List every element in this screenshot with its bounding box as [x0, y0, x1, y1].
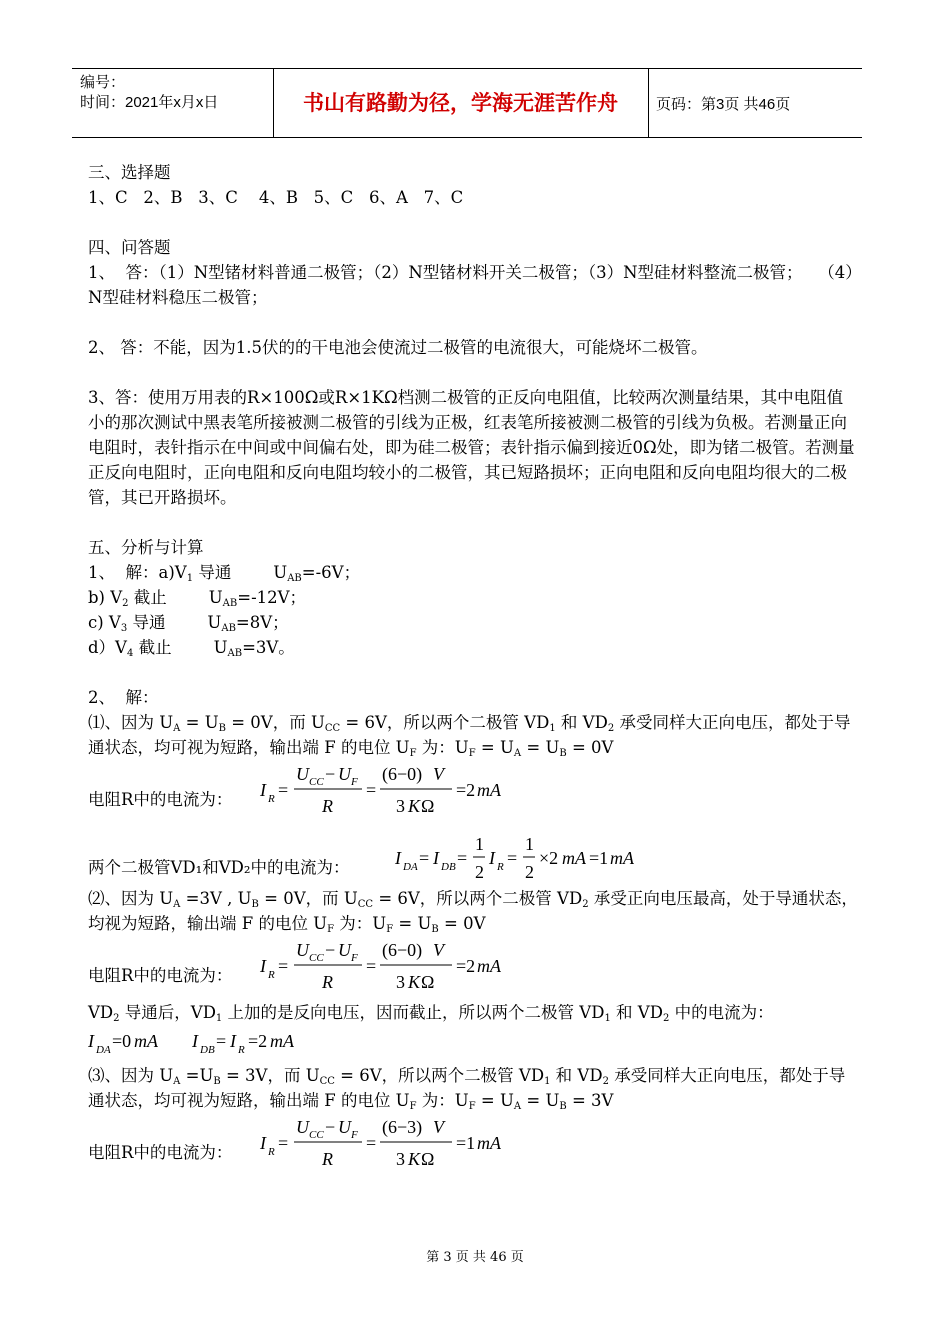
svg-text:mA: mA [477, 780, 501, 800]
svg-text:U: U [338, 764, 351, 784]
svg-text:=2: =2 [456, 956, 476, 976]
svg-text:I: I [230, 1031, 236, 1051]
calc-paragraph: ⑴、因为 $U_A = U_B = 0V$，而 $U_{CC} = 6V$，所以两个二极管 $VD_1$ 和 $VD_2$ 承受同样大正向电压，都处于导通状态，均可视为短路，输出端 F 的电位 $U_F$ 为：$U_F = U_A = U_B = 0V$ [88, 713, 851, 759]
svg-text:U: U [338, 1117, 351, 1137]
header-time: 时间：2021年x月x日 [80, 94, 219, 111]
svg-text:mA: mA [270, 1031, 294, 1051]
section-title: 三、选择题 [88, 163, 171, 182]
svg-text:=: = [366, 1133, 377, 1153]
svg-text:R: R [322, 796, 333, 816]
answer-paragraph: 3、答：使用万用表的R×100Ω或R×1KΩ档测二极管的正反向电阻值，比较两次测量结果，其中电阻值小的那次测试中黑表笔所接被测二极管的引线为正极，红表笔所接被测二极管的引线为负极。若测量正向电阻时，表针指示在中间或中间偏右处，即为硅二极管；表针指示偏到接近0Ω处，即为锗二极管。若测量正反向电阻时，正向电阻和反向电阻均较小的二极管，其已短路损坏；正向电阻和反向电阻均很大的二极管，其已开路损坏。 [88, 388, 855, 507]
svg-text:−: − [325, 764, 336, 784]
svg-text:F: F [351, 776, 358, 788]
svg-text:U: U [296, 1117, 309, 1137]
formula-row [88, 760, 858, 818]
svg-text:3: 3 [396, 972, 405, 992]
svg-text:V: V [433, 1117, 444, 1137]
svg-text:CC: CC [309, 1129, 324, 1141]
svg-text:−: − [325, 1117, 336, 1137]
svg-text:U: U [296, 940, 309, 960]
svg-text:=2: =2 [248, 1031, 268, 1051]
svg-text:I: I [260, 1133, 266, 1153]
svg-text:F: F [351, 1129, 358, 1141]
calc-line: c) $V_3$ 导通 $U_{AB}=8V$； [88, 613, 289, 634]
svg-text:1: 1 [475, 834, 484, 854]
svg-text:K: K [408, 796, 421, 816]
formula-label: 两个二极管VD₁和VD₂中的电流为： [88, 858, 350, 877]
header-number: 编号： [80, 74, 126, 91]
svg-text:1: 1 [525, 834, 534, 854]
header-meta [80, 73, 218, 113]
svg-text:(6−0): (6−0) [382, 940, 423, 960]
svg-text:CC: CC [309, 952, 324, 964]
svg-text:R: R [268, 793, 275, 805]
answer-paragraph: 1、 答：（1）N型锗材料普通二极管；（2）N型锗材料开关二极管；（3）N型硅材料整流二极管； （4）N型硅材料稳压二极管； [88, 263, 854, 307]
svg-text:Ω: Ω [421, 796, 435, 816]
svg-text:V: V [433, 940, 444, 960]
svg-text:2: 2 [525, 862, 534, 882]
svg-text:=1: =1 [589, 848, 609, 868]
svg-text:×2: ×2 [539, 848, 559, 868]
calc-paragraph: $VD_2$ 导通后，$VD_1$ 上加的是反向电压，因而截止，所以两个二极管 $VD_1$ 和 $VD_2$ 中的电流为： [88, 1003, 774, 1024]
header-motto: 书山有路勤为径，学海无涯苦作舟 [303, 91, 618, 115]
svg-text:Ω: Ω [421, 972, 435, 992]
svg-text:I: I [433, 848, 439, 868]
svg-text:=: = [419, 848, 430, 868]
svg-text:=: = [507, 848, 518, 868]
svg-text:R: R [497, 861, 504, 873]
svg-text:=: = [366, 956, 377, 976]
current-formula [258, 936, 558, 994]
svg-text:CC: CC [309, 776, 324, 788]
svg-text:=: = [457, 848, 468, 868]
header-page: 页码：第3页 共46页 [656, 96, 791, 113]
svg-text:K: K [408, 972, 421, 992]
page-header [72, 68, 862, 138]
svg-text:R: R [268, 1146, 275, 1158]
formula-label: 电阻R中的电流为： [88, 1143, 233, 1162]
calc-line: 2、 解： [88, 688, 159, 707]
diode-current-formula [393, 828, 693, 886]
svg-text:DB: DB [200, 1044, 215, 1056]
svg-text:R: R [238, 1044, 245, 1056]
svg-text:I: I [88, 1031, 94, 1051]
calc-line: $d)V_4$ 截止 $U_{AB}=3V$。 [88, 638, 295, 659]
svg-text:=2: =2 [456, 780, 476, 800]
svg-text:V: V [433, 764, 444, 784]
svg-text:3: 3 [396, 1149, 405, 1169]
header-divider [648, 69, 649, 137]
current-formula [258, 1113, 558, 1171]
section-title: 四、问答题 [88, 238, 171, 257]
svg-text:Ω: Ω [421, 1149, 435, 1169]
calc-paragraph: ⑶、因为 $U_A =U_B = 3V$，而 $U_{CC} = 6V$，所以两个二极管 $VD_1$ 和 $VD_2$ 承受同样大正向电压，都处于导通状态，均可视为短路，输出端 F 的电位 $U_F$ 为：$U_F = U_A = U_B = 3V$ [88, 1066, 846, 1112]
document-body [88, 160, 858, 1171]
svg-text:DB: DB [441, 861, 456, 873]
diode-current-result [88, 1025, 388, 1057]
svg-text:mA: mA [477, 956, 501, 976]
svg-text:(6−3): (6−3) [382, 1117, 423, 1137]
svg-text:R: R [268, 969, 275, 981]
svg-text:=1: =1 [456, 1133, 476, 1153]
svg-text:mA: mA [477, 1133, 501, 1153]
section-title: 五、分析与计算 [88, 538, 204, 557]
formula-row [88, 1025, 858, 1057]
svg-text:=: = [366, 780, 377, 800]
svg-text:I: I [192, 1031, 198, 1051]
svg-text:(6−0): (6−0) [382, 764, 423, 784]
svg-text:=: = [278, 1133, 289, 1153]
svg-text:DA: DA [96, 1044, 111, 1056]
svg-text:=0: =0 [112, 1031, 132, 1051]
svg-text:F: F [351, 952, 358, 964]
svg-text:I: I [260, 956, 266, 976]
formula-row [88, 1113, 858, 1171]
svg-text:R: R [322, 1149, 333, 1169]
svg-text:K: K [408, 1149, 421, 1169]
svg-text:I: I [489, 848, 495, 868]
calc-line: 1、 解：$a)V_1$ 导通 $U_{AB}=-6V$； [88, 563, 361, 584]
svg-text:U: U [338, 940, 351, 960]
svg-text:3: 3 [396, 796, 405, 816]
svg-text:U: U [296, 764, 309, 784]
svg-text:I: I [395, 848, 401, 868]
choice-answers: 1、C 2、B 3、C 4、B 5、C 6、A 7、C [88, 188, 464, 207]
svg-text:=: = [278, 780, 289, 800]
svg-text:=: = [278, 956, 289, 976]
svg-text:mA: mA [562, 848, 586, 868]
svg-text:I: I [260, 780, 266, 800]
svg-text:−: − [325, 940, 336, 960]
svg-text:=: = [216, 1031, 227, 1051]
page-footer: 第 3 页 共 46 页 [426, 1250, 524, 1265]
formula-row [88, 936, 858, 994]
svg-text:R: R [322, 972, 333, 992]
calc-line: b) $V_2$ 截止 $U_{AB}=-12V$； [88, 588, 307, 609]
svg-text:mA: mA [610, 848, 634, 868]
formula-row [88, 828, 858, 886]
calc-paragraph: ⑵、因为 $U_A =3V$ , $U_B = 0V$，而 $U_{CC} = 6V$，所以两个二极管 $VD_2$ 承受正向电压最高，处于导通状态，均视为短路，输出端 F 的电位 $U_F$ 为：$U_F = U_B = 0V$ [88, 889, 858, 935]
formula-label: 电阻R中的电流为： [88, 966, 233, 985]
svg-text:DA: DA [403, 861, 418, 873]
answer-paragraph: 2、 答：不能，因为1.5伏的的干电池会使流过二极管的电流很大，可能烧坏二极管。 [88, 338, 708, 357]
svg-text:mA: mA [134, 1031, 158, 1051]
svg-text:2: 2 [475, 862, 484, 882]
formula-label: 电阻R中的电流为： [88, 790, 233, 809]
current-formula [258, 760, 558, 818]
